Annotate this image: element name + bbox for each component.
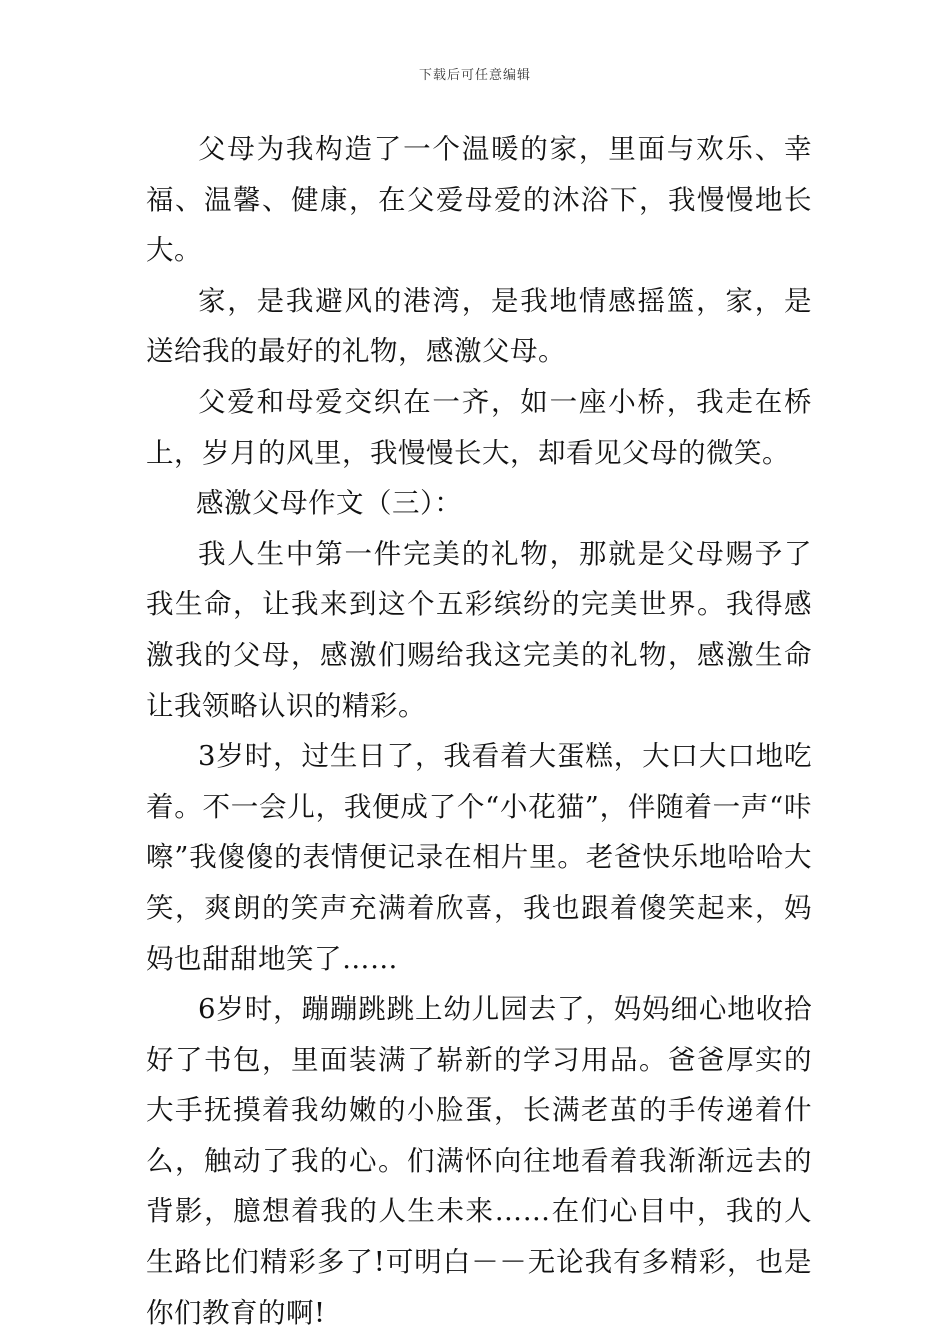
section-heading: 感激父母作文（三）： [196, 487, 463, 520]
paragraph: 6岁时，蹦蹦跳跳上幼儿园去了，妈妈细心地收拾好了书包，里面装满了崭新的学习用品。爸爸厚实的大手抚摸着我幼嫩的小脸蛋，长满老茧的手传递着什么，触动了我的心。们满怀向往地看着我渐渐远去的背影，臆想着我的人生未来……在们心目中，我的人生路比们精彩多了!可明白－－无论我有多精彩，也是你们教育的啊! [146, 993, 812, 1329]
paragraph: 我人生中第一件完美的礼物，那就是父母赐予了我生命，让我来到这个五彩缤纷的完美世界。我得感激我的父母，感激们赐给我这完美的礼物，感激生命让我领略认识的精彩。 [146, 537, 812, 722]
paragraph: 3岁时，过生日了，我看着大蛋糕，大口大口地吃着。不一会儿，我便成了个“小花猫”，伴随着一声“咔嚓”我傻傻的表情便记录在相片里。老爸快乐地哈哈大笑，爽朗的笑声充满着欣喜，我也跟着傻笑起来，妈妈也甜甜地笑了…… [146, 740, 812, 975]
paragraph: 父母为我构造了一个温暖的家，里面与欢乐、幸福、温馨、健康，在父爱母爱的沐浴下，我慢慢地长大。 [146, 133, 812, 267]
document-body [146, 124, 812, 1338]
paragraph: 父爱和母爱交织在一齐，如一座小桥，我走在桥上，岁月的风里，我慢慢长大，却看见父母的微笑。 [146, 385, 812, 469]
page-header: 下载后可任意编辑 [418, 68, 531, 83]
paragraph: 家，是我避风的港湾，是我地情感摇篮，家，是送给我的最好的礼物，感激父母。 [146, 284, 812, 368]
